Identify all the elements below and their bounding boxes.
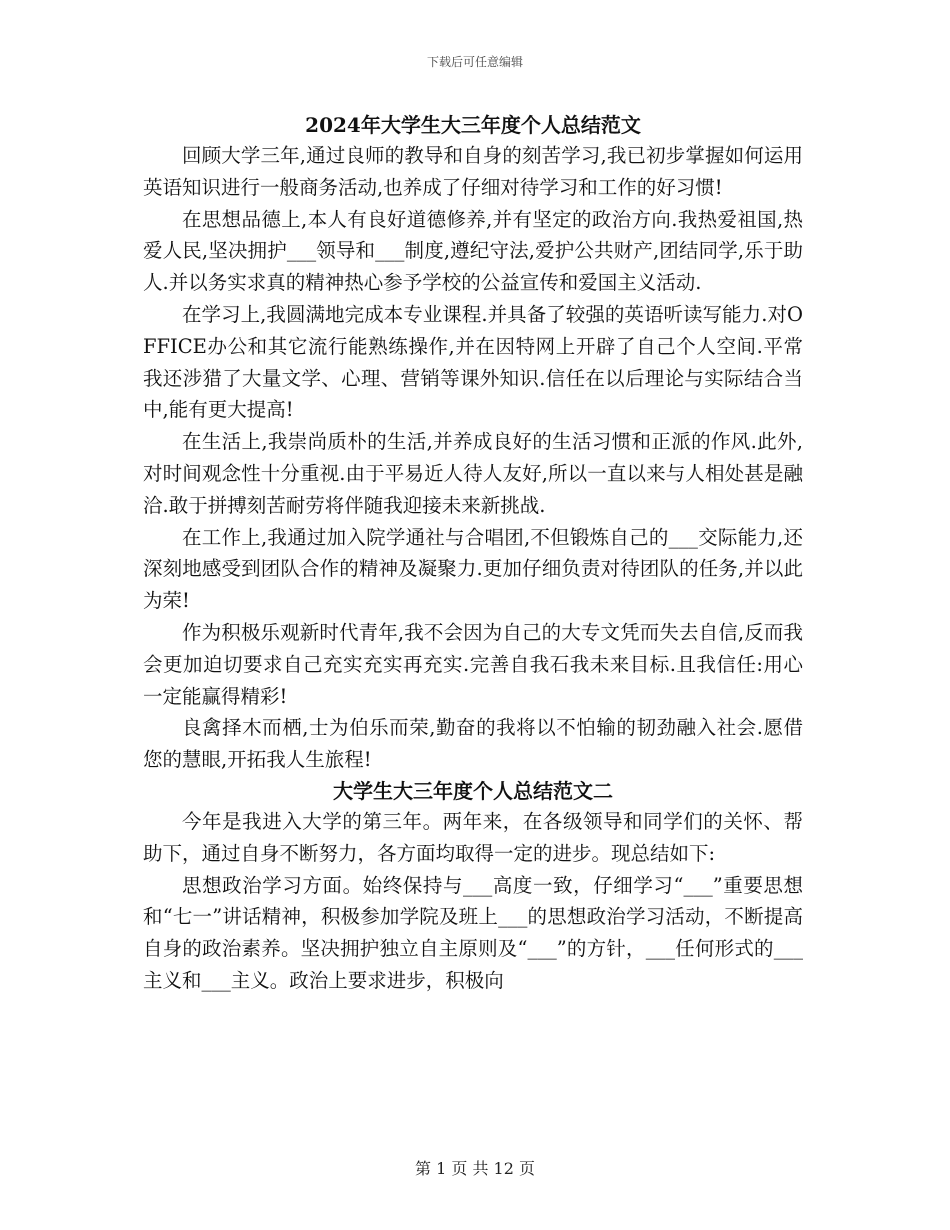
paragraph: 今年是我进入大学的第三年。两年来，在各级领导和同学们的关怀、帮助下，通过自身不断努力，各方面均取得一定的进步。现总结如下: <box>143 809 803 865</box>
paragraph: 良禽择木而栖,士为伯乐而荣,勤奋的我将以不怕输的韧劲融入社会.愿借您的慧眼,开拓我人生旅程! <box>143 716 803 772</box>
paragraph: 思想政治学习方面。始终保持与___高度一致，仔细学习“___”重要思想和“七一”讲话精神，积极参加学院及班上___的思想政治学习活动，不断提高自身的政治素养。坚决拥护独立自主原则及“___”的方针，___任何形式的___主义和___主义。政治上要求进步，积极向 <box>143 873 803 992</box>
paragraph: 在学习上,我圆满地完成本专业课程.并具备了较强的英语听读写能力.对OFFICE办公和其它流行能熟练操作,并在因特网上开辟了自己个人空间.平常我还涉猎了大量文学、心理、营销等课外知识.信任在以后理论与实际结合当中,能有更大提高! <box>143 302 803 422</box>
paragraph: 在思想品德上,本人有良好道德修养,并有坚定的政治方向.我热爱祖国,热爱人民,坚决拥护___领导和___制度,遵纪守法,爱护公共财产,团结同学,乐于助人.并以务实求真的精神热心参予学校的公益宣传和爱国主义活动. <box>143 207 803 295</box>
section-title: 大学生大三年度个人总结范文二 <box>333 778 613 803</box>
paragraph: 在生活上,我崇尚质朴的生活,并养成良好的生活习惯和正派的作风.此外,对时间观念性十分重视.由于平易近人待人友好,所以一直以来与人相处甚是融洽.敢于拼搏刻苦耐劳将伴随我迎接未来新挑战. <box>143 430 803 517</box>
document-body <box>143 110 803 997</box>
page-header-note: 下载后可任意编辑 <box>426 55 523 69</box>
paragraph: 在工作上,我通过加入院学通社与合唱团,不但锻炼自己的___交际能力,还深刻地感受到团队合作的精神及凝聚力.更加仔细负责对待团队的任务,并以此为荣! <box>143 525 803 613</box>
document-title: 2024年大学生大三年度个人总结范文 <box>305 113 641 137</box>
paragraph: 作为积极乐观新时代青年,我不会因为自己的大专文凭而失去自信,反而我会更加迫切要求自己充实充实再充实.完善自我石我未来目标.且我信任:用心一定能赢得精彩! <box>143 620 803 708</box>
page-number: 第 1 页 共 12 页 <box>415 1159 535 1178</box>
paragraph: 回顾大学三年,通过良师的教导和自身的刻苦学习,我已初步掌握如何运用英语知识进行一般商务活动,也养成了仔细对待学习和工作的好习惯! <box>143 144 803 199</box>
